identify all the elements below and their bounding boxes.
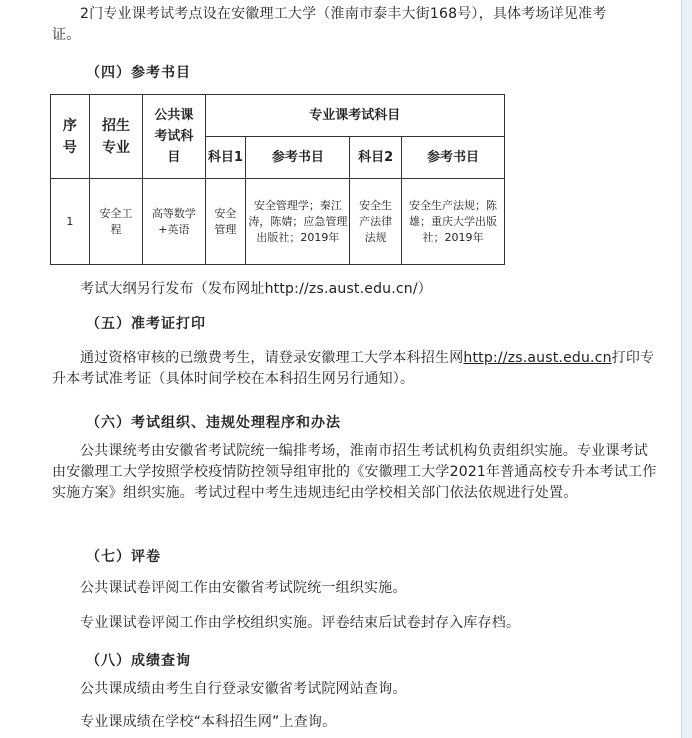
cell-major: 安全工程 (89, 179, 143, 265)
right-border (681, 0, 692, 738)
header-reference-1: 参考书目 (246, 137, 350, 179)
syllabus-note (80, 279, 660, 300)
syllabus-url[interactable]: http://zs.aust.edu.cn/ (264, 281, 418, 297)
cell-reference-2: 安全生产法规；陈雄；重庆大学出版社；2019年 (401, 179, 504, 265)
section-7-line-2: 专业课试卷评阅工作由学校组织实施。评卷结束后试卷封存入库存档。 (80, 615, 521, 631)
header-public-subjects: 公共课考试科目 (143, 95, 205, 179)
header-seq: 序号 (51, 95, 90, 179)
cell-seq: 1 (51, 179, 90, 265)
section-8-line-2: 专业课成绩在学校“本科招生网”上查询。 (80, 714, 337, 730)
intro-paragraph (52, 4, 662, 46)
section-4-heading: （四）参考书目 (86, 65, 191, 81)
syllabus-note-close: ） (417, 281, 432, 297)
section-8-heading: （八）成绩查询 (86, 653, 191, 669)
table-row (51, 179, 505, 265)
section-5-text-end: 打印专升本考试准考证（具体时间学校在本科招生网另行通知）。 (52, 350, 655, 387)
cell-public: 高等数学+英语 (143, 179, 205, 265)
header-major: 招生专业 (89, 95, 143, 179)
reference-books-table (50, 94, 505, 265)
section-5-text: 通过资格审核的已缴费考生，请登录安徽理工大学本科招生网 (80, 350, 464, 366)
cell-subject-2: 安全生产法律法规 (350, 179, 402, 265)
section-6-body: 公共课统考由安徽省考试院统一编排考场，淮南市招生考试机构负责组织实施。专业课考试由安徽理工大学按照学校疫情防控领导组审批的《安徽理工大学2021年普通高校专升本考试工作实施方案》组织实施。考试过程中考生违规违纪由学校相关部门依法依规进行处置。 (52, 443, 657, 501)
header-professional-subjects: 专业课考试科目 (205, 95, 504, 137)
cell-subject-1: 安全管理 (205, 179, 246, 265)
syllabus-note-text: 考试大纲另行发布（发布网址 (80, 281, 265, 297)
admissions-site-link[interactable]: http://zs.aust.edu.cn (463, 350, 612, 366)
header-reference-2: 参考书目 (401, 137, 504, 179)
section-5-heading: （五）准考证打印 (86, 316, 206, 332)
section-8-line-1: 公共课成绩由考生自行登录安徽省考试院网站查询。 (80, 681, 407, 697)
section-7-heading: （七）评卷 (86, 549, 161, 565)
section-6-heading: （六）考试组织、违规处理程序和办法 (86, 415, 341, 431)
header-subject-2: 科目2 (350, 137, 402, 179)
header-subject-1: 科目1 (205, 137, 246, 179)
cell-reference-1: 安全管理学；秦江涛，陈婧；应急管理出版社；2019年 (246, 179, 350, 265)
intro-line-2: 证。 (52, 27, 81, 43)
section-5-body (52, 348, 662, 390)
intro-line-1: 2门专业课考试考点设在安徽理工大学（淮南市泰丰大街168号），具体考场详见准考 (80, 6, 607, 22)
section-7-line-1: 公共课试卷评阅工作由安徽省考试院统一组织实施。 (80, 580, 407, 596)
